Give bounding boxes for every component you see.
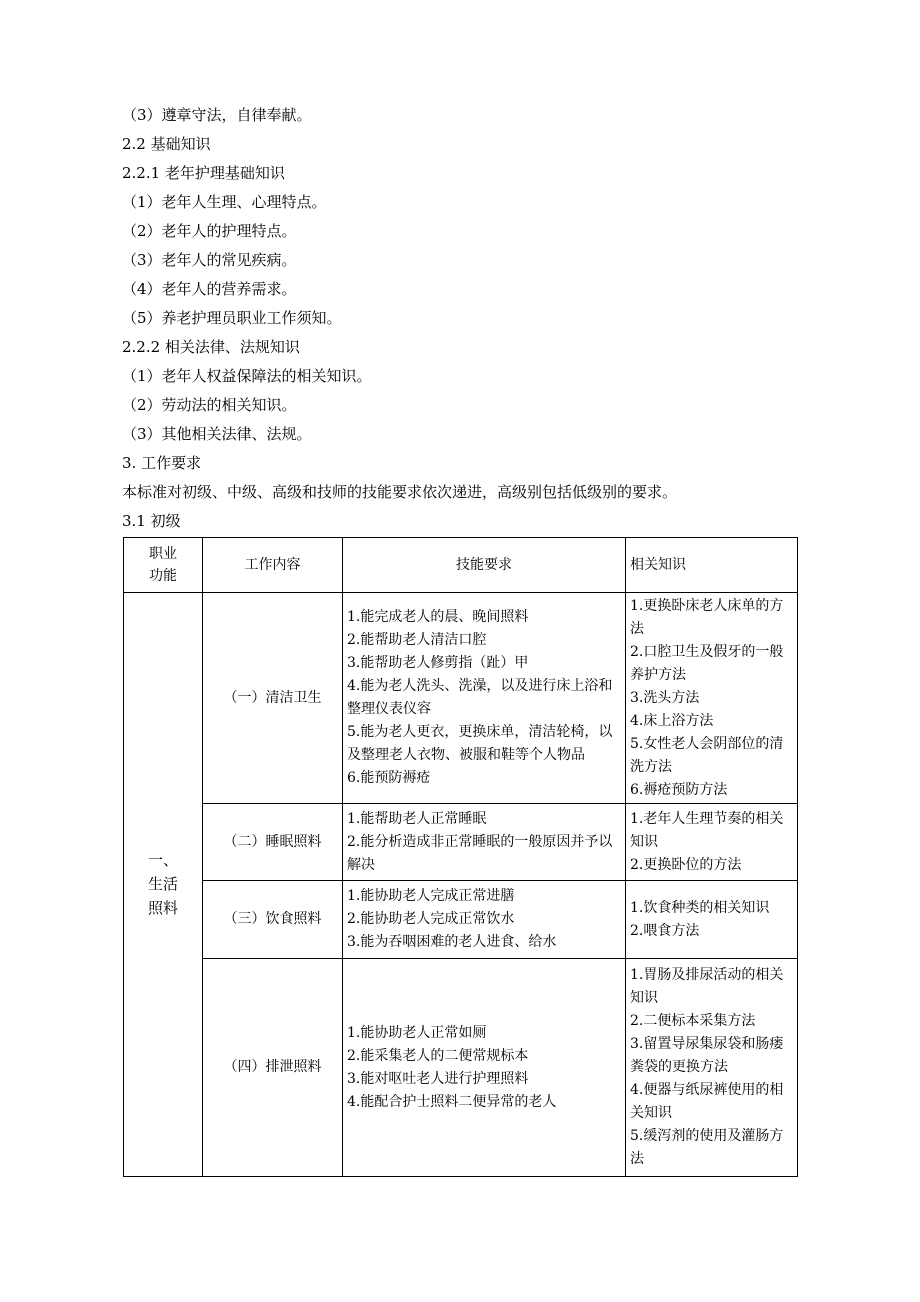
knowledge-item: 2.口腔卫生及假牙的一般养护方法 [630, 643, 784, 683]
skill-item: 2.能协助老人完成正常饮水 [347, 911, 515, 927]
list-item: （1）老年人生理、心理特点。 [122, 193, 327, 211]
section-heading: 2.2 基础知识 [122, 135, 211, 153]
knowledge-item: 3.洗头方法 [630, 689, 700, 706]
skill-item: 1.能协助老人正常如厕 [347, 1024, 487, 1041]
list-item: （3）老年人的常见疾病。 [122, 251, 297, 269]
knowledge-item: 1.胃肠及排尿活动的相关知识 [630, 967, 784, 1006]
list-item: （5）养老护理员职业工作须知。 [122, 309, 342, 327]
header-knowledge: 相关知识 [626, 538, 798, 593]
content-cell: （四）排泄照料 [203, 959, 343, 1177]
table-row [124, 593, 798, 804]
skill-cell [343, 881, 626, 959]
table-row [124, 804, 798, 881]
knowledge-cell [626, 959, 798, 1177]
knowledge-item: 2.喂食方法 [630, 922, 700, 939]
paragraph: 本标准对初级、中级、高级和技师的技能要求依次递进，高级别包括低级别的要求。 [122, 483, 678, 501]
skill-item: 1.能协助老人完成正常进膳 [347, 888, 515, 904]
skill-item: 4.能为老人洗头、洗澡，以及进行床上浴和整理仪表仪容 [347, 678, 613, 717]
knowledge-item: 6.褥疮预防方法 [630, 781, 728, 798]
knowledge-item: 2.更换卧位的方法 [630, 856, 742, 873]
knowledge-item: 4.床上浴方法 [630, 712, 714, 729]
header-func [124, 538, 203, 593]
skill-item: 4.能配合护士照料二便异常的老人 [347, 1093, 557, 1110]
skill-item: 3.能帮助老人修剪指（趾）甲 [347, 655, 529, 671]
skill-item: 2.能分析造成非正常睡眠的一般原因并予以解决 [347, 833, 613, 873]
requirements-table [123, 537, 798, 1177]
header-content: 工作内容 [203, 538, 343, 593]
knowledge-cell [626, 593, 798, 804]
knowledge-item: 2.二便标本采集方法 [630, 1013, 756, 1029]
knowledge-item: 3.留置导尿集尿袋和肠瘘粪袋的更换方法 [630, 1036, 784, 1075]
skill-item: 2.能帮助老人清洁口腔 [347, 632, 487, 648]
list-item: （3）其他相关法律、法规。 [122, 425, 312, 443]
function-cell [124, 593, 203, 1177]
function-name: 一、生活照料 [147, 851, 178, 917]
section-heading: 3.1 初级 [122, 512, 181, 530]
table-row [124, 959, 798, 1177]
skill-item: 3.能为吞咽困难的老人进食、给水 [347, 934, 557, 950]
header-skill: 技能要求 [343, 538, 626, 593]
knowledge-item: 5.缓泻剂的使用及灌肠方法 [630, 1128, 784, 1167]
content-cell: （一）清洁卫生 [203, 593, 343, 804]
subsection-heading: 2.2.2 相关法律、法规知识 [122, 338, 300, 356]
list-item: （4）老年人的营养需求。 [122, 280, 297, 298]
skill-cell [343, 593, 626, 804]
subsection-heading: 2.2.1 老年护理基础知识 [122, 164, 285, 182]
knowledge-cell [626, 881, 798, 959]
list-item: （2）老年人的护理特点。 [122, 222, 297, 240]
skill-cell [343, 959, 626, 1177]
skill-item: 5.能为老人更衣，更换床单，清洁轮椅，以及整理老人衣物、被服和鞋等个人物品 [347, 724, 613, 763]
knowledge-item: 4.便器与纸尿裤使用的相关知识 [630, 1082, 784, 1121]
knowledge-item: 1.更换卧床老人床单的方法 [630, 597, 784, 637]
skill-item: 6.能预防褥疮 [347, 770, 431, 786]
knowledge-item: 1.老年人生理节奏的相关知识 [630, 810, 784, 850]
list-item: （2）劳动法的相关知识。 [122, 396, 297, 414]
table-row [124, 881, 798, 959]
list-item: （1）老年人权益保障法的相关知识。 [122, 367, 372, 385]
section-heading: 3. 工作要求 [122, 454, 202, 472]
skill-cell [343, 804, 626, 881]
content-cell: （三）饮食照料 [203, 881, 343, 959]
text-line: （3）遵章守法，自律奉献。 [122, 106, 312, 124]
knowledge-item: 5.女性老人会阴部位的清洗方法 [630, 735, 784, 775]
skill-item: 3.能对呕吐老人进行护理照料 [347, 1070, 529, 1087]
knowledge-cell [626, 804, 798, 881]
skill-item: 1.能完成老人的晨、晚间照料 [347, 609, 529, 625]
skill-item: 2.能采集老人的二便常规标本 [347, 1047, 529, 1064]
knowledge-item: 1.饮食种类的相关知识 [630, 899, 770, 916]
header-func-label: 职业功能 [149, 545, 177, 584]
content-cell: （二）睡眠照料 [203, 804, 343, 881]
skill-item: 1.能帮助老人正常睡眠 [347, 810, 487, 827]
table-header-row [124, 538, 798, 593]
